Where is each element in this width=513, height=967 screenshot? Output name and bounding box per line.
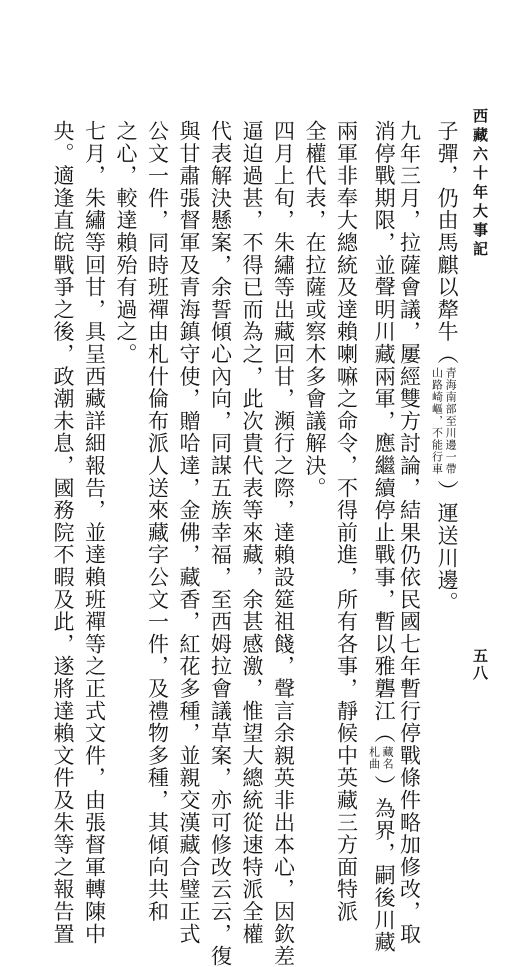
text-column bbox=[84, 120, 105, 945]
text-column bbox=[304, 120, 325, 499]
column-text: 代表解決懸案，余誓傾心內向，同謀五族幸福，至西姆拉會議草案，亦可修改云云，復 bbox=[208, 120, 233, 967]
note-line: 青海南部至川邊一帶 bbox=[444, 367, 458, 476]
text-column bbox=[52, 120, 73, 945]
text-column bbox=[147, 120, 168, 923]
column-text: 九年三月，拉薩會議，屢經雙方討論，結果仍依民國七年暫行停戰條件略加修改，取 bbox=[397, 120, 422, 946]
text-column: 消停戰期限，並聲明川藏兩軍，應繼續停止戰事，暫以雅礱江（札曲藏名）為界，嗣後川藏 bbox=[367, 120, 397, 954]
column-text: 四月上旬，朱繡等出藏回甘，瀕行之際，達賴設筵祖餞，聲言余親英非出本心，因欽差 bbox=[271, 120, 296, 967]
note-line: 札曲 bbox=[367, 746, 381, 771]
column-text: 消停戰期限，並聲明川藏兩軍，應繼續停止戰事，暫以雅礱江 bbox=[372, 120, 397, 723]
column-text: 子彈，仍由馬麒以犛牛 bbox=[435, 120, 460, 343]
text-column bbox=[336, 120, 357, 923]
column-text: 全權代表，在拉薩或察木多會議解決。 bbox=[303, 120, 327, 500]
note-line: 藏名 bbox=[381, 746, 395, 771]
text-column bbox=[178, 120, 199, 945]
inline-note bbox=[367, 746, 394, 773]
note-line: 山路崎嶇，不能行車 bbox=[430, 367, 444, 476]
running-title: 西藏六十年大事記 bbox=[471, 108, 489, 260]
column-text: 七月，朱繡等回甘，具呈西藏詳細報告，並達賴班禪等之正式文件，由張督軍轉陳中 bbox=[82, 120, 107, 946]
column-text: 公文一件，同時班禪由札什倫布派人送來藏字公文一件，及禮物多種，其傾向共和 bbox=[145, 120, 170, 923]
text-column bbox=[241, 120, 262, 945]
column-text: 央。適逢直皖戰爭之後，政潮未息，國務院不暇及此，遂將達賴文件及朱等之報告置 bbox=[51, 120, 75, 946]
inline-note bbox=[430, 367, 457, 478]
text-column bbox=[273, 120, 294, 967]
column-text-tail: 為界，嗣後川藏 bbox=[372, 797, 397, 954]
text-column bbox=[210, 120, 231, 967]
text-column bbox=[115, 120, 136, 365]
column-text: 逼迫過甚，不得已而為之，此次貴代表等來藏，余甚感激，惟望大總統從速特派全權 bbox=[240, 120, 264, 946]
text-column bbox=[399, 120, 420, 945]
column-text: 兩軍非奉大總統及達賴喇嘛之命令，不得前進，所有各事，靜候中英藏三方面特派 bbox=[334, 120, 359, 923]
column-text: 與甘肅張督軍及青海鎮守使，贈哈達，金佛，藏香，紅花多種，並親交漢藏合璧正式 bbox=[177, 120, 201, 946]
column-text-tail: 運送川邊。 bbox=[435, 502, 460, 614]
text-column: 子彈，仍由馬麒以犛牛（山路崎嶇，不能行車青海南部至川邊一帶）運送川邊。 bbox=[430, 120, 460, 614]
page-number: 五八 bbox=[471, 648, 489, 682]
column-text: 之心，較達賴殆有過之。 bbox=[114, 120, 138, 366]
